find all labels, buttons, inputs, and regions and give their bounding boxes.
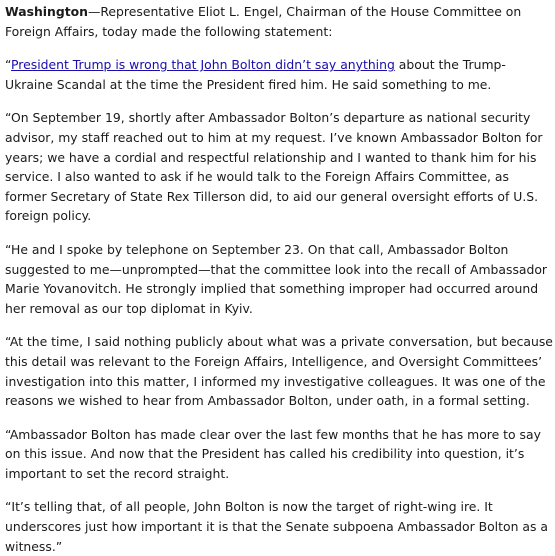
statement-paragraph-4: “At the time, I said nothing publicly about what was a private conversation, but because this detail was relevant to the Foreign Affairs, Intelligence, and Oversight Committees’ investigation into this matter, I informed my investigative colleagues. It was one of the reasons we wished to hear from Ambassador Bolton, under oath, in a formal setting. — [5, 334, 553, 409]
dateline: Washington — [5, 4, 88, 19]
intro-paragraph — [5, 2, 553, 41]
intro-text: —Representative Eliot L. Engel, Chairman of the House Committee on Foreign Affairs, today made the following statement: — [5, 4, 522, 39]
open-quote: “ — [5, 57, 12, 73]
statement-paragraph-2: “On September 19, shortly after Ambassador Bolton’s departure as national security advisor, my staff reached out to him at my request. I’ve known Ambassador Bolton for years; we have a cordial and respectful relationship and I wanted to thank him for his service. I also wanted to ask if he would talk to the Foreign Affairs Committee, as former Secretary of State Rex Tillerson did, to aid our general oversight efforts of U.S. foreign policy. — [5, 110, 543, 224]
statement-paragraph-1 — [5, 55, 553, 94]
paragraph-1-text: about the Trump-Ukraine Scandal at the time the President fired him. He said something to me. — [5, 57, 506, 92]
statement-paragraph-5: “Ambassador Bolton has made clear over the last few months that he has more to say on this issue. And now that the President has called his credibility into question, it’s important to set the record straight. — [5, 426, 541, 481]
statement-link[interactable]: President Trump is wrong that John Bolton didn’t say anything — [11, 57, 395, 73]
statement-paragraph-3: “He and I spoke by telephone on September 23. On that call, Ambassador Bolton suggested to me—unprompted—that the committee look into the recall of Ambassador Marie Yovanovitch. He strongly implied that something improper had occurred around her removal as our top diplomat in Kyiv. — [5, 241, 548, 316]
statement-paragraph-6: “It’s telling that, of all people, John Bolton is now the target of right-wing ire. It underscores just how important it is that the Senate subpoena Ambassador Bolton as a witness.” — [5, 499, 548, 554]
